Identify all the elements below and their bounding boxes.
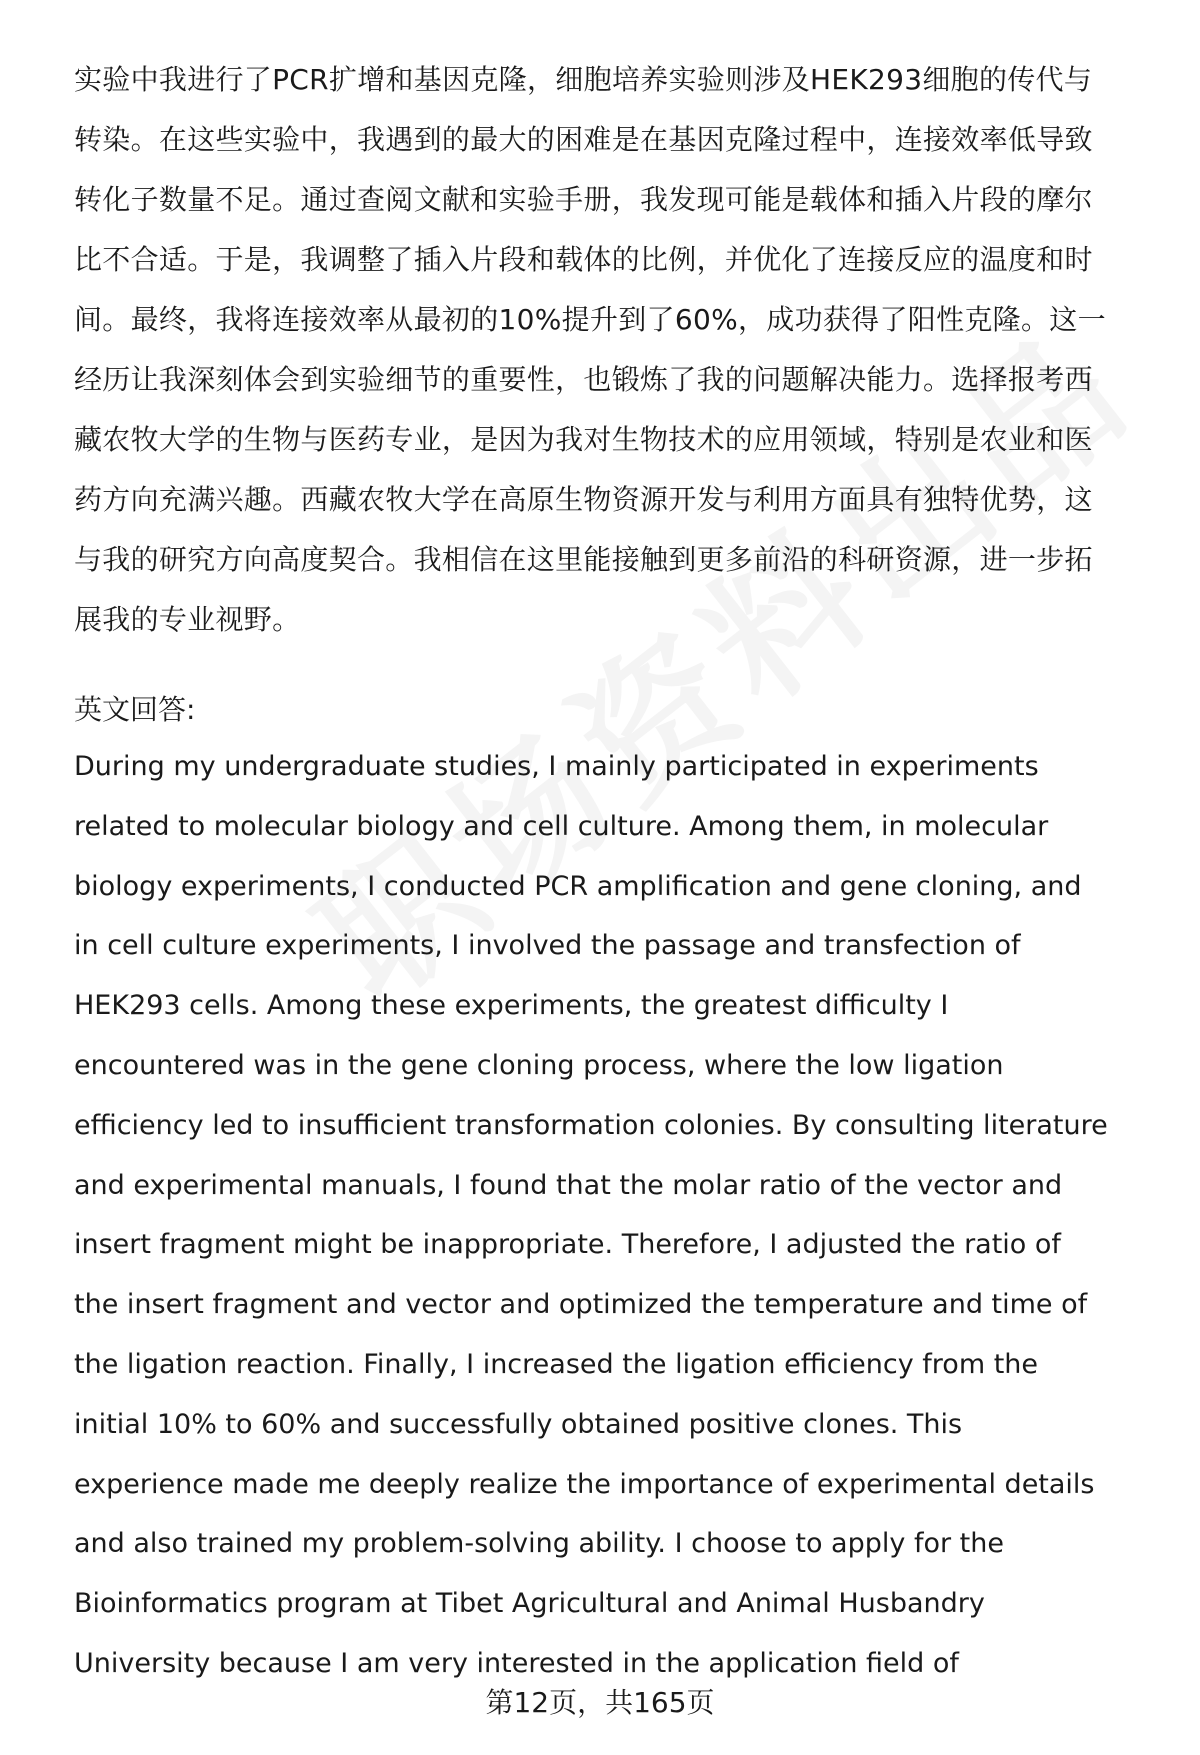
text-line: 间。最终，我将连接效率从最初的10%提升到了60%，成功获得了阳性克隆。这一 [74,303,1106,336]
text-line: the ligation reaction. Finally, I increased the ligation efficiency from the [74,1348,1039,1380]
text-line: biology experiments, I conducted PCR amplification and gene cloning, and [74,870,1082,902]
text-line: in cell culture experiments, I involved the passage and transfection of [74,930,1021,962]
english-answer-paragraph [74,737,1184,1694]
text-line: and experimental manuals, I found that the molar ratio of the vector and [74,1169,1063,1201]
text-line: and also trained my problem-solving ability. I choose to apply for the [74,1528,1004,1560]
text-line: related to molecular biology and cell culture. Among them, in molecular [74,810,1049,842]
text-line: insert fragment might be inappropriate. Therefore, I adjusted the ratio of [74,1229,1061,1261]
text-line: 转化子数量不足。通过查阅文献和实验手册，我发现可能是载体和插入片段的摩尔 [74,183,1093,216]
text-line: University because I am very interested in the application field of [74,1647,959,1679]
text-line: 药方向充满兴趣。西藏农牧大学在高原生物资源开发与利用方面具有独特优势，这 [74,483,1093,516]
text-line: Bioinformatics program at Tibet Agricultural and Animal Husbandry [74,1588,985,1620]
text-line: encountered was in the gene cloning process, where the low ligation [74,1049,1004,1081]
text-line: During my undergraduate studies, I mainly participated in experiments [74,751,1039,782]
text-line: 转染。在这些实验中，我遇到的最大的困难是在基因克隆过程中，连接效率低导致 [74,123,1093,156]
text-line: 展我的专业视野。 [74,603,301,636]
text-line: experience made me deeply realize the importance of experimental details [74,1468,1095,1500]
text-line: 藏农牧大学的生物与医药专业，是因为我对生物技术的应用领域，特别是农业和医 [74,423,1093,456]
text-line: initial 10% to 60% and successfully obtained positive clones. This [74,1408,963,1440]
text-line: 经历让我深刻体会到实验细节的重要性，也锻炼了我的问题解决能力。选择报考西 [74,363,1093,396]
page-number: 第12页，共165页 [485,1686,715,1719]
text-line: HEK293 cells. Among these experiments, the greatest difficulty I [74,990,949,1022]
text-line: 实验中我进行了PCR扩增和基因克隆，细胞培养实验则涉及HEK293细胞的传代与 [74,63,1093,96]
text-line: 与我的研究方向高度契合。我相信在这里能接触到更多前沿的科研资源，进一步拓 [74,543,1093,576]
text-line: efficiency led to insufficient transformation colonies. By consulting literature [74,1109,1108,1141]
text-line: 比不合适。于是，我调整了插入片段和载体的比例，并优化了连接反应的温度和时 [74,243,1093,276]
chinese-answer-paragraph [74,50,1164,650]
english-answer-heading: 英文回答: [74,693,196,726]
text-line: the insert fragment and vector and optimized the temperature and time of [74,1289,1088,1321]
